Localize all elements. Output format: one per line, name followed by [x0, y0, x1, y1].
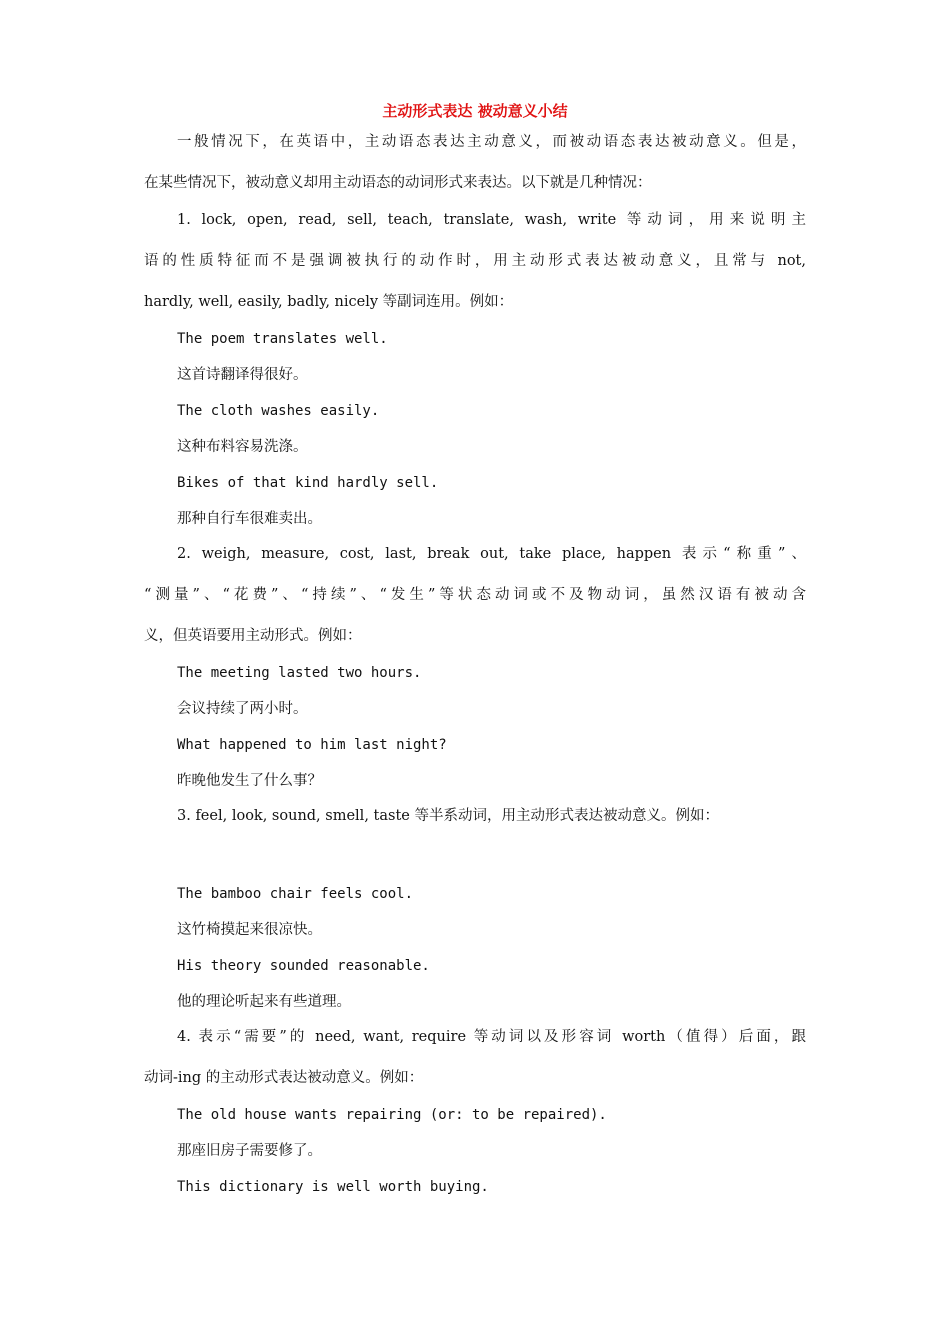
section-2-line: 2. weigh, measure, cost, last, break out, take place, happen 表示“称重”、 [177, 546, 806, 562]
example-translation: 那座旧房子需要修了。 [177, 1143, 322, 1159]
example-translation: 会议持续了两小时。 [177, 701, 308, 717]
example-translation: 他的理论听起来有些道理。 [177, 994, 351, 1010]
section-4-line: 4. 表示“需要”的 need, want, require 等动词以及形容词 worth（值得）后面，跟 [177, 1029, 806, 1045]
section-3-paragraph [144, 796, 816, 837]
example-sentence: The bamboo chair feels cool. [177, 886, 414, 902]
example-sentence: His theory sounded reasonable. [177, 958, 430, 974]
section-4-line: 动词-ing 的主动形式表达被动意义。例如： [144, 1070, 424, 1086]
section-4-paragraph [144, 1017, 806, 1099]
intro-line: 一般情况下，在英语中，主动语态表达主动意义，而被动语态表达被动意义。但是， [177, 134, 806, 150]
example-translation: 这种布料容易洗涤。 [177, 439, 308, 455]
section-1-line: 1. lock, open, read, sell, teach, translate, wash, write 等动词，用来说明主 [177, 212, 806, 228]
example-translation: 这首诗翻译得很好。 [177, 367, 308, 383]
document-title: 主动形式表达 被动意义小结 [382, 102, 568, 120]
section-2-paragraph [144, 534, 806, 657]
example-sentence: Bikes of that kind hardly sell. [177, 475, 439, 491]
section-1-line: 语的性质特征而不是强调被执行的动作时，用主动形式表达被动意义，且常与 not, [144, 253, 806, 269]
example-translation: 那种自行车很难卖出。 [177, 511, 322, 527]
example-sentence: The meeting lasted two hours. [177, 665, 422, 681]
section-1-paragraph [144, 200, 806, 323]
example-translation: 昨晚他发生了什么事？ [177, 773, 322, 789]
section-3-line: 3. feel, look, sound, smell, taste 等半系动词，用主动形式表达被动意义。例如： [177, 808, 719, 824]
example-sentence: The cloth washes easily. [177, 403, 380, 419]
intro-paragraph [144, 122, 806, 204]
example-sentence: This dictionary is well worth buying. [177, 1179, 489, 1195]
example-sentence: The poem translates well. [177, 331, 388, 347]
example-sentence: What happened to him last night? [177, 737, 447, 753]
section-1-line: hardly, well, easily, badly, nicely 等副词连用。例如： [144, 294, 514, 310]
example-translation: 这竹椅摸起来很凉快。 [177, 922, 322, 938]
section-2-line: “测量”、“花费”、“持续”、“发生”等状态动词或不及物动词，虽然汉语有被动含 [144, 587, 806, 603]
example-sentence: The old house wants repairing (or: to be repaired). [177, 1107, 607, 1123]
section-2-line: 义，但英语要用主动形式。例如： [144, 628, 362, 644]
intro-line: 在某些情况下，被动意义却用主动语态的动词形式来表达。以下就是几种情况： [144, 175, 652, 191]
